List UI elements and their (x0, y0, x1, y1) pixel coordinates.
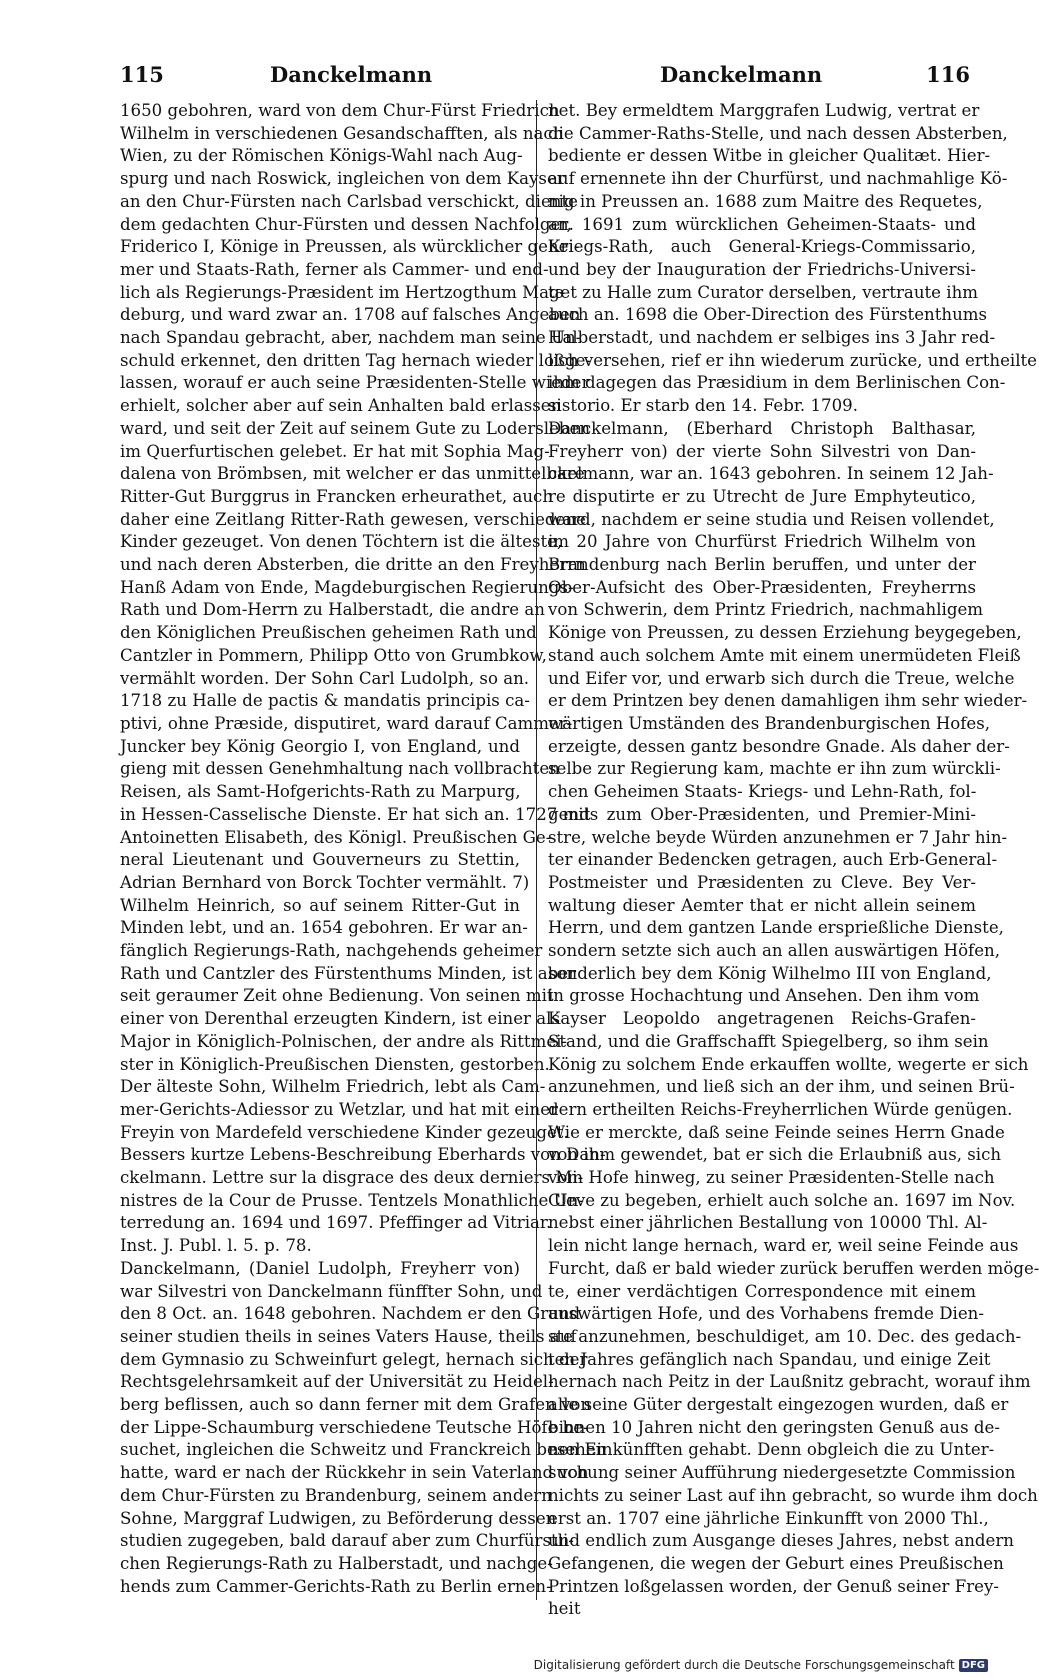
text-line: fänglich Regierungs-Rath, nachgehends geheimer (120, 941, 543, 961)
text-line: Printzen loßgelassen worden, der Genuß seiner Frey- (548, 1576, 999, 1596)
text-line: hends zum Cammer-Gerichts-Rath zu Berlin ernen- (120, 1576, 552, 1596)
text-line: Kriegs-Rath, auch General-Kriegs-Commissario, (548, 237, 976, 257)
text-line: Minden lebt, und an. 1654 gebohren. Er war an- (120, 918, 528, 938)
text-line: im Querfurtischen gelebet. Er hat mit Sophia Mag- (120, 441, 550, 461)
text-line: Kayser Leopoldo angetragenen Reichs-Grafen- (548, 1009, 976, 1029)
text-line: anzunehmen, und ließ sich an der ihm, und seinen Brü- (548, 1077, 1015, 1097)
text-line: lassen, worauf er auch seine Præsidenten-Stelle wieder (120, 373, 590, 393)
text-line: sistorio. Er starb den 14. Febr. 1709. (548, 396, 858, 416)
text-line: Antoinetten Elisabeth, des Königl. Preußischen Ge- (120, 827, 552, 847)
text-line: ward, nachdem er seine studia und Reisen vollendet, (548, 509, 995, 529)
text-line: er dem Printzen bey denen damahligen ihm sehr wieder- (548, 691, 1028, 711)
text-line: der Lippe-Schaumburg verschiedene Teutsche Höfe be- (120, 1417, 589, 1437)
text-line: stre, welche beyde Würden anzunehmen er 7 Jahr hin- (548, 827, 1008, 847)
text-line: sonderlich bey dem König Wilhelmo III von England, (548, 963, 992, 983)
text-line: nig in Preussen an. 1688 zum Maitre des Requetes, (548, 191, 983, 211)
text-line: heit (548, 1599, 581, 1619)
footer-text: Digitalisierung gefördert durch die Deutsche Forschungsgemeinschaft (533, 1658, 955, 1672)
text-line: neral Lieutenant und Gouverneurs zu Stettin, (120, 850, 520, 870)
text-line: Gefangenen, die wegen der Geburt eines Preußischen (548, 1554, 1004, 1573)
running-head-right: Danckelmann (660, 62, 823, 87)
text-line: tæt zu Halle zum Curator derselben, vertraute ihm (548, 282, 978, 302)
text-line: Brandenburg nach Berlin beruffen, und unter der (548, 555, 976, 575)
text-line: dem Chur-Fürsten zu Brandenburg, seinem andern (120, 1485, 552, 1505)
text-line: vom Hofe hinweg, zu seiner Præsidenten-Stelle nach (548, 1168, 995, 1188)
text-line: in grosse Hochachtung und Ansehen. Den ihm vom (548, 986, 980, 1006)
text-line: ckelmann. Lettre sur la disgrace des deux derniers Mi- (120, 1168, 584, 1188)
text-line: 1650 gebohren, ward von dem Chur-Fürst Friedrich (120, 101, 560, 120)
text-line: berg beflissen, auch so dann ferner mit dem Grafen von (120, 1395, 592, 1415)
text-line: waltung dieser Aemter that er nicht allein seinem (548, 895, 976, 915)
text-line: terredung an. 1694 und 1697. Pfeffinger ad Vitriar. (120, 1213, 552, 1233)
text-line: Cantzler in Pommern, Philipp Otto von Grumbkow, (120, 645, 547, 665)
text-line: dalena von Brömbsen, mit welcher er das unmittelbare (120, 464, 585, 484)
text-line: Postmeister und Præsidenten zu Cleve. Bey Ver- (548, 872, 976, 892)
text-line: sondern setzte sich auch an allen auswärtigen Höfen, (548, 941, 1000, 961)
text-line: spurg und nach Roswick, ingleichen von dem Kayser (120, 169, 565, 189)
text-line: auch an. 1698 die Ober-Direction des Fürstenthums (548, 305, 988, 325)
text-line: Adrian Bernhard von Borck Tochter vermählt. 7) (120, 872, 530, 892)
text-line: re disputirte er zu Utrecht de Jure Emphyteutico, (548, 486, 976, 506)
text-line: den Königlichen Preußischen geheimen Rath und (120, 623, 537, 643)
text-line: erst an. 1707 eine jährliche Einkunfft von 2000 Thl., (548, 1508, 989, 1528)
text-line: deburg, und ward zwar an. 1708 auf falsches Angeben (120, 305, 581, 325)
text-line: lich versehen, rief er ihn wiederum zurücke, und ertheilte (548, 350, 1038, 370)
page-number-left: 115 (120, 62, 164, 87)
text-line: Cleve zu begeben, erhielt auch solche an. 1697 im Nov. (548, 1190, 1016, 1210)
text-line: von ihm gewendet, bat er sich die Erlaubniß aus, sich (548, 1145, 1002, 1165)
text-line: im 20 Jahre von Churfürst Friedrich Wilhelm von (548, 532, 976, 552)
text-line: und nach deren Absterben, die dritte an den Freyherrn (120, 555, 586, 575)
text-line: selbe zur Regierung kam, machte er ihn zum würckli- (548, 759, 1001, 779)
text-line: die Cammer-Raths-Stelle, und nach dessen Absterben, (548, 123, 1008, 143)
text-line: Der älteste Sohn, Wilhelm Friedrich, lebt als Cam- (120, 1077, 546, 1097)
text-line: daher eine Zeitlang Ritter-Rath gewesen, verschiedene (120, 509, 586, 529)
text-line: lich als Regierungs-Præsident im Hertzogthum Mag- (120, 282, 566, 302)
left-column (120, 100, 607, 1598)
text-line: Wien, zu der Römischen Königs-Wahl nach Aug- (120, 146, 523, 166)
text-line: Juncker bey König Georgio I, von England, und (120, 736, 520, 756)
text-line: Kinder gezeuget. Von denen Töchtern ist die älteste, (120, 532, 563, 552)
text-line: suchung seiner Aufführung niedergesetzte Commission (548, 1463, 1016, 1483)
text-line: Rath und Dom-Herrn zu Halberstadt, die andre an (120, 600, 545, 620)
text-line: den 8 Oct. an. 1648 gebohren. Nachdem er den Grund (120, 1304, 581, 1324)
text-line: Rath und Cantzler des Fürstenthums Minden, ist aber (120, 963, 577, 983)
text-line: ster in Königlich-Preußischen Diensten, gestorben. (120, 1054, 550, 1074)
column-divider (536, 100, 537, 1600)
text-line: nistres de la Cour de Prusse. Tentzels Monathliche Un- (120, 1190, 584, 1210)
text-line: chen Regierungs-Rath zu Halberstadt, und nachge- (120, 1554, 553, 1573)
text-line: hernach nach Peitz in der Laußnitz gebracht, worauf ihm (548, 1372, 1031, 1392)
text-line: Furcht, daß er bald wieder zurück beruffen werden möge- (548, 1258, 1039, 1278)
text-line: ckelmann, war an. 1643 gebohren. In seinem 12 Jah- (548, 464, 994, 484)
text-line: erzeigte, dessen gantz besondre Gnade. Als daher der- (548, 736, 1010, 756)
text-line: 1718 zu Halle de pactis & mandatis principis ca- (120, 691, 530, 711)
text-line: König zu solchem Ende erkauffen wollte, wegerte er sich (548, 1054, 1029, 1074)
text-line: Wie er merckte, daß seine Feinde seines Herrn Gnade (548, 1122, 1005, 1142)
text-line: in Hessen-Casselische Dienste. Er hat sich an. 1727 mit (120, 804, 591, 824)
text-line: war Silvestri von Danckelmann fünffter Sohn, und (120, 1281, 543, 1301)
text-line: dem Gymnasio zu Schweinfurt gelegt, hernach sich der (120, 1349, 588, 1369)
text-line: Inst. J. Publ. l. 5. p. 78. (120, 1236, 312, 1256)
footer (534, 1658, 988, 1672)
text-line: nach Spandau gebracht, aber, nachdem man seine Un- (120, 328, 582, 348)
text-line: wärtigen Umständen des Brandenburgischen Hofes, (548, 713, 991, 733)
text-line: lein nicht lange hernach, ward er, weil seine Feinde aus (548, 1236, 1019, 1256)
text-line: vermählt worden. Der Sohn Carl Ludolph, so an. (120, 668, 530, 688)
text-line: Reisen, als Samt-Hofgerichts-Rath zu Marpurg, (120, 782, 521, 802)
text-line: von Schwerin, dem Printz Friedrich, nachmahligem (548, 600, 984, 620)
text-line: suchet, ingleichen die Schweitz und Franckreich besehen (120, 1440, 607, 1460)
text-line: und endlich zum Ausgange dieses Jahres, nebst andern (548, 1531, 1014, 1551)
right-column (548, 100, 1039, 1621)
text-line: gends zum Ober-Præsidenten, und Premier-Mini- (548, 804, 976, 824)
text-line: Ober-Aufsicht des Ober-Præsidenten, Freyherrns (548, 577, 976, 597)
text-line: ste anzunehmen, beschuldiget, am 10. Dec. des gedach- (548, 1326, 1022, 1346)
text-line: studien zugegeben, bald darauf aber zum Churfürstli- (120, 1531, 574, 1551)
running-head-left: Danckelmann (270, 62, 433, 87)
text-line: dern ertheilten Reichs-Freyherrlichen Würde genügen. (548, 1099, 1013, 1119)
text-line: Wilhelm Heinrich, so auf seinem Ritter-Gut in (120, 895, 520, 915)
text-line: Bessers kurtze Lebens-Beschreibung Eberhards von Dan- (120, 1145, 606, 1165)
text-line: Halberstadt, und nachdem er selbiges ins 3 Jahr red- (548, 328, 996, 348)
page-number-right: 116 (926, 62, 970, 87)
text-line: ihm dagegen das Præsidium in dem Berlinischen Con- (548, 373, 1006, 393)
text-line: Könige von Preussen, zu dessen Erziehung beygegeben, (548, 623, 1022, 643)
text-line: an. 1691 zum würcklichen Geheimen-Staats- und (548, 214, 976, 234)
text-line: Ritter-Gut Burggrus in Francken erheurathet, auch (120, 486, 554, 506)
text-line: Danckelmann, (Eberhard Christoph Balthasar, (548, 418, 976, 438)
text-line: bediente er dessen Witbe in gleicher Qualitæt. Hier- (548, 146, 991, 166)
text-line: und bey der Inauguration der Friedrichs-Universi- (548, 259, 976, 279)
page-header (120, 62, 970, 92)
text-line: einer von Derenthal erzeugten Kindern, ist einer als (120, 1009, 560, 1029)
text-line: net. Bey ermeldtem Marggrafen Ludwig, vertrat er (548, 101, 980, 120)
text-line: hatte, ward er nach der Rückkehr in sein Vaterland von (120, 1463, 589, 1483)
text-line: Hanß Adam von Ende, Magdeburgischen Regierungs- (120, 577, 574, 597)
text-line: Wilhelm in verschiedenen Gesandschafften, als nach (120, 123, 564, 143)
text-line: ter einander Bedencken getragen, auch Erb-General- (548, 850, 998, 870)
text-line: Major in Königlich-Polnischen, der andre als Rittmei- (120, 1031, 568, 1051)
text-line: nebst einer jährlichen Bestallung von 10000 Thl. Al- (548, 1213, 988, 1233)
text-line: Freyherr von) der vierte Sohn Silvestri von Dan- (548, 441, 976, 461)
text-line: mer und Staats-Rath, ferner als Cammer- und end- (120, 259, 549, 279)
text-line: dem gedachten Chur-Fürsten und dessen Nachfolger, (120, 214, 572, 234)
text-line: Freyin von Mardefeld verschiedene Kinder gezeuget. (120, 1122, 569, 1142)
text-line: Stand, und die Graffschafft Spiegelberg, so ihm sein (548, 1031, 989, 1051)
text-line: Sohne, Marggraf Ludwigen, zu Beförderung dessen (120, 1508, 557, 1528)
text-line: seit geraumer Zeit ohne Bedienung. Von seinen mit (120, 986, 554, 1006)
text-line: mer-Gerichts-Adiessor zu Wetzlar, und hat mit einer (120, 1099, 558, 1119)
text-line: schuld erkennet, den dritten Tag hernach wieder loßge- (120, 350, 592, 370)
text-line: Rechtsgelehrsamkeit auf der Universität zu Heidel- (120, 1372, 554, 1392)
text-line: chen Geheimen Staats- Kriegs- und Lehn-Rath, fol- (548, 782, 977, 802)
text-line: binnen 10 Jahren nicht den geringsten Genuß aus de- (548, 1417, 1000, 1437)
text-line: auswärtigen Hofe, und des Vorhabens fremde Dien- (548, 1304, 984, 1324)
text-line: nen Einkünfften gehabt. Denn obgleich die zu Unter- (548, 1440, 995, 1460)
text-line: Friderico I, Könige in Preussen, als würcklicher gehei- (120, 237, 580, 257)
text-line: alle seine Güter dergestalt eingezogen wurden, daß er (548, 1395, 1009, 1415)
text-line: ten Jahres gefänglich nach Spandau, und einige Zeit (548, 1349, 991, 1369)
text-line: Herrn, und dem gantzen Lande ersprießliche Dienste, (548, 918, 1004, 938)
text-line: Danckelmann, (Daniel Ludolph, Freyherr von) (120, 1258, 520, 1278)
text-line: auf ernennete ihn der Churfürst, und nachmahlige Kö- (548, 169, 1008, 189)
text-line: ptivi, ohne Præside, disputiret, ward darauf Cammer- (120, 713, 573, 733)
text-line: te, einer verdächtigen Correspondence mit einem (548, 1281, 976, 1301)
text-line: und Eifer vor, und erwarb sich durch die Treue, welche (548, 668, 1015, 688)
text-line: erhielt, solcher aber auf sein Anhalten bald erlassen (120, 396, 562, 416)
text-line: nichts zu seiner Last auf ihn gebracht, so wurde ihm doch (548, 1485, 1038, 1505)
text-line: ward, und seit der Zeit auf seinem Gute zu Lodersleben (120, 418, 591, 438)
text-line: seiner studien theils in seines Vaters Hause, theils auf (120, 1326, 577, 1346)
dfg-logo: DFG (959, 1659, 988, 1672)
text-line: an den Chur-Fürsten nach Carlsbad verschickt, diente (120, 191, 578, 211)
text-line: stand auch solchem Amte mit einem unermüdeten Fleiß (548, 645, 1021, 665)
text-line: gieng mit dessen Genehmhaltung nach vollbrachten (120, 759, 560, 779)
